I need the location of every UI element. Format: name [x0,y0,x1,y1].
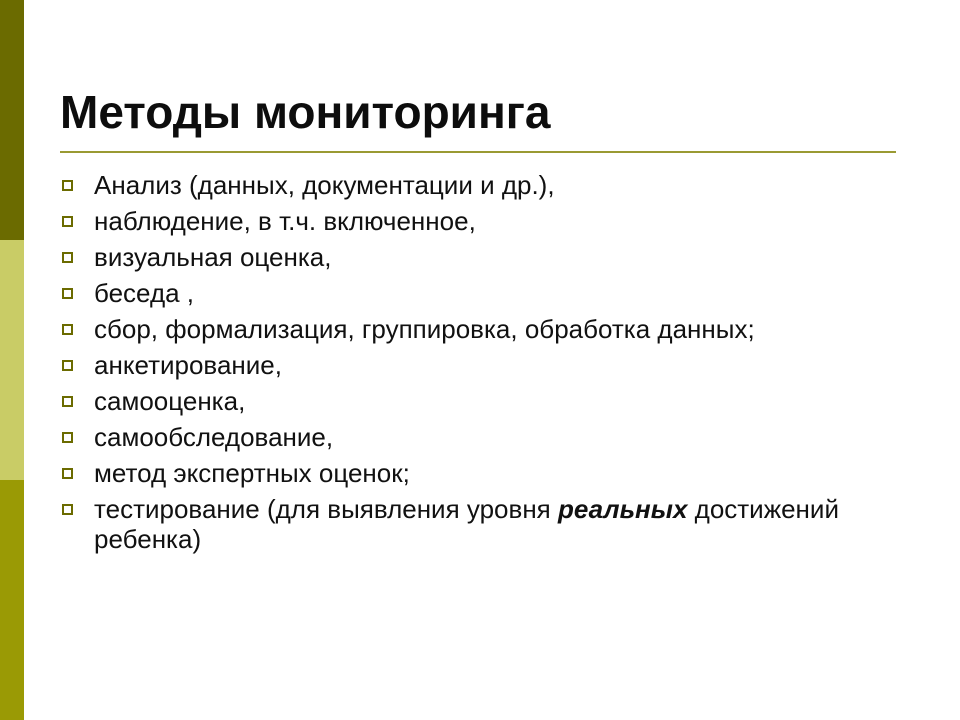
list-item [58,494,878,554]
list-item-text: метод экспертных оценок; [94,458,410,488]
square-bullet-icon [62,360,73,371]
list-item-text: Анализ (данных, документации и др.), [94,170,555,200]
sidebar-stripe-olive [0,480,24,720]
list-item [58,386,878,416]
list-item [58,278,878,308]
list-item-text-end: достижений ребенка) [94,494,839,554]
list-item [58,458,878,488]
list-item-text: самообследование, [94,422,334,452]
square-bullet-icon [62,504,73,515]
list-item-text: визуальная оценка, [94,242,332,272]
list-item [58,422,878,452]
sidebar-stripe-dark [0,0,24,240]
list-item [58,206,878,236]
sidebar-stripe-light [0,240,24,480]
square-bullet-icon [62,324,73,335]
list-item [58,314,878,344]
list-item-text: беседа , [94,278,195,308]
list-item [58,350,878,380]
methods-list [58,170,878,560]
square-bullet-icon [62,432,73,443]
square-bullet-icon [62,252,73,263]
list-item [58,242,878,272]
square-bullet-icon [62,468,73,479]
list-item-text: наблюдение, в т.ч. включенное, [94,206,476,236]
list-item-emphasis: реальных [558,494,688,524]
list-item-text: сбор, формализация, группировка, обработка данных; [94,314,755,344]
list-item-text: анкетирование, [94,350,282,380]
list-item-text: самооценка, [94,386,246,416]
square-bullet-icon [62,396,73,407]
list-item [58,170,878,200]
square-bullet-icon [62,180,73,191]
list-item-text-start: тестирование (для выявления уровня [94,494,558,524]
square-bullet-icon [62,288,73,299]
page-title: Методы мониторинга [60,86,551,138]
title-divider [60,151,896,153]
square-bullet-icon [62,216,73,227]
